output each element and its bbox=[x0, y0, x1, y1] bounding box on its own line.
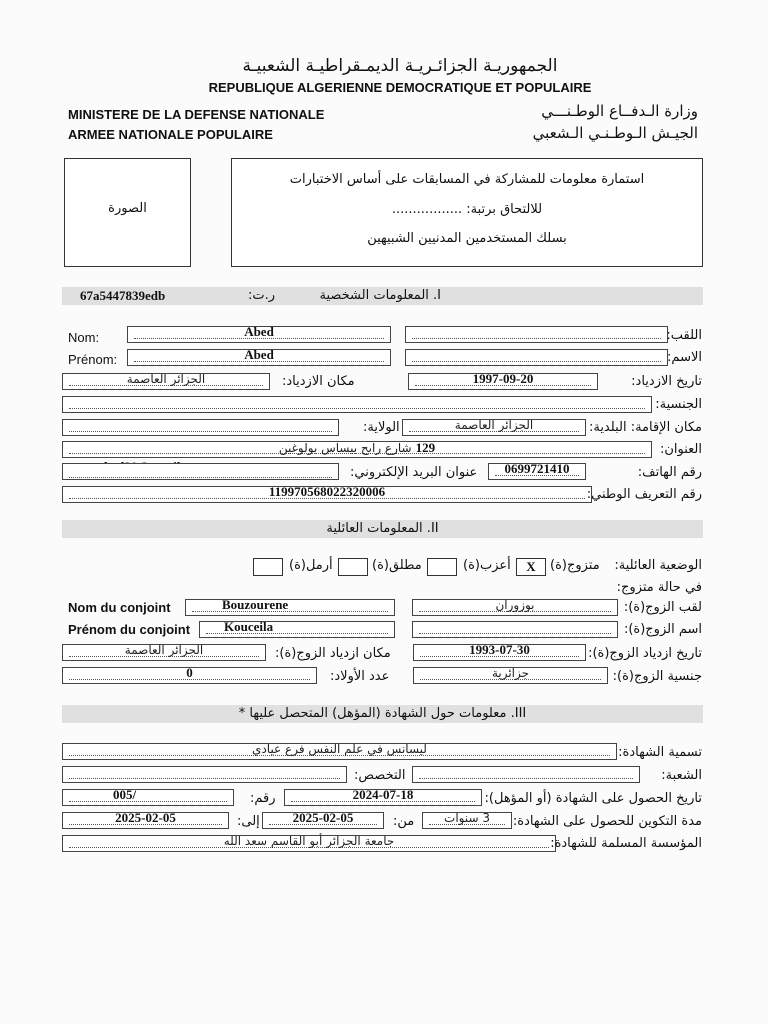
wilaya-value: الجزائر العاصمة bbox=[454, 418, 534, 432]
ministry-fr: MINISTERE DE LA DEFENSE NATIONALE bbox=[68, 107, 325, 122]
children-field[interactable] bbox=[62, 667, 317, 684]
training-to-label: إلى: bbox=[237, 814, 260, 829]
spouse-prenom-label-fr: Prénom du conjoint bbox=[68, 622, 191, 637]
nom-label-ar: اللقب: bbox=[666, 328, 702, 343]
spouse-prenom-field-ar[interactable] bbox=[412, 621, 618, 638]
spouse-nationality-value: جزائرية bbox=[491, 666, 530, 680]
photo-label: الصورة bbox=[108, 201, 147, 216]
diploma-date-value: 2024-07-18 bbox=[352, 787, 414, 802]
single-label: أعزب(ة) bbox=[463, 558, 511, 573]
form-title-line1: استمارة معلومات للمشاركة في المسابقات على أساس الاختبارات bbox=[289, 172, 645, 187]
nom-field-ar[interactable] bbox=[405, 326, 668, 343]
divorced-label: مطلق(ة) bbox=[372, 558, 422, 573]
nationality-field[interactable] bbox=[62, 396, 652, 413]
nom-label-fr: Nom: bbox=[68, 330, 100, 345]
republic-title-ar: الجمهوريـة الجزائـريـة الديمـقراطيـة الشعبيـة bbox=[242, 56, 558, 76]
section-diploma-title: III. معلومات حول الشهادة (المؤهل) المتحصل عليها * bbox=[238, 706, 527, 721]
prenom-field-fr[interactable] bbox=[127, 349, 391, 366]
commune-field[interactable] bbox=[62, 419, 339, 436]
form-title-box bbox=[231, 158, 703, 267]
address-street: شارع رابح بيساس بولوغين bbox=[278, 441, 412, 455]
address-label: العنوان: bbox=[659, 442, 702, 457]
spouse-birth-date-label: تاريخ ازدياد الزوج(ة): bbox=[588, 646, 702, 661]
spouse-nom-label-fr: Nom du conjoint bbox=[68, 600, 171, 615]
children-label: عدد الأولاد: bbox=[330, 669, 390, 684]
diploma-number-field[interactable] bbox=[62, 789, 234, 806]
diploma-number-label: رقم: bbox=[250, 791, 276, 806]
photo-box bbox=[64, 158, 191, 267]
army-ar: الجيـش الـوطـنـي الـشعبي bbox=[532, 124, 698, 142]
phone-label: رقم الهاتف: bbox=[637, 465, 702, 480]
prenom-label-ar: الاسم: bbox=[667, 350, 702, 365]
birth-place-label: مكان الازدياد: bbox=[282, 374, 355, 389]
republic-title-fr: REPUBLIQUE ALGERIENNE DEMOCRATIQUE ET POPULAIRE bbox=[208, 80, 592, 95]
institution-value: جامعة الجزائر أبو القاسم سعد الله bbox=[223, 834, 395, 848]
birth-date-field[interactable] bbox=[408, 373, 598, 390]
email-field[interactable] bbox=[62, 463, 339, 480]
spouse-birth-date-value: 1993-07-30 bbox=[469, 642, 530, 657]
training-from-field[interactable] bbox=[262, 812, 384, 829]
spouse-birth-place-value: الجزائر العاصمة bbox=[124, 643, 204, 657]
birth-place-field[interactable] bbox=[62, 373, 270, 390]
training-to-value: 2025-02-05 bbox=[115, 810, 176, 825]
email-label: عنوان البريد الإلكتروني: bbox=[350, 465, 478, 480]
spouse-nationality-label: جنسية الزوج(ة): bbox=[612, 669, 702, 684]
training-duration-label: مدة التكوين للحصول على الشهادة: bbox=[512, 814, 702, 829]
nationality-label: الجنسية: bbox=[655, 397, 702, 412]
army-fr: ARMEE NATIONALE POPULAIRE bbox=[68, 127, 273, 142]
specialty-label: التخصص: bbox=[354, 768, 406, 783]
reference-number: 67a5447839edb bbox=[80, 288, 166, 303]
widowed-checkbox[interactable] bbox=[253, 558, 283, 576]
nin-label: رقم التعريف الوطني: bbox=[586, 487, 702, 502]
married-checkbox[interactable]: X bbox=[516, 558, 546, 576]
birth-date-value: 1997-09-20 bbox=[472, 371, 534, 386]
diploma-name-field[interactable] bbox=[62, 743, 617, 760]
institution-label: المؤسسة المسلمة للشهادة: bbox=[550, 836, 702, 851]
address-field[interactable] bbox=[62, 441, 652, 458]
section-family-header bbox=[62, 520, 703, 538]
birth-place-value: الجزائر العاصمة bbox=[126, 372, 206, 386]
single-checkbox[interactable] bbox=[427, 558, 457, 576]
training-duration-value: 3 سنوات bbox=[444, 811, 490, 825]
residence-label: مكان الإقامة: البلدية: bbox=[588, 420, 702, 435]
ministry-ar: وزارة الـدفــاع الوطـنـــي bbox=[541, 102, 698, 120]
form-title-line2: للالتحاق برتبة: ................. bbox=[391, 202, 543, 217]
section-personal-header bbox=[62, 287, 703, 305]
phone-value: 0699721410 bbox=[504, 461, 570, 476]
nin-value: 119970568022320006 bbox=[268, 484, 386, 499]
marital-status-label: الوضعية العائلية: bbox=[614, 558, 702, 573]
branch-field[interactable] bbox=[412, 766, 640, 783]
training-from-label: من: bbox=[393, 814, 415, 829]
specialty-field[interactable] bbox=[62, 766, 347, 783]
divorced-checkbox[interactable] bbox=[338, 558, 368, 576]
training-duration-field[interactable] bbox=[422, 812, 512, 829]
prenom-field-ar[interactable] bbox=[405, 349, 668, 366]
spouse-nom-ar-value: بوزوران bbox=[495, 598, 535, 612]
spouse-prenom-field-fr[interactable] bbox=[199, 621, 395, 638]
spouse-nom-value: Bouzourene bbox=[222, 597, 289, 612]
wilaya-label: الولاية: bbox=[363, 420, 400, 435]
branch-label: الشعبة: bbox=[661, 768, 702, 783]
training-to-field[interactable] bbox=[62, 812, 229, 829]
form-title-line3: بسلك المستخدمين المدنيين الشبيهين bbox=[367, 231, 567, 246]
institution-field[interactable] bbox=[62, 835, 556, 852]
phone-field[interactable] bbox=[488, 463, 586, 480]
spouse-nationality-field[interactable] bbox=[413, 667, 608, 684]
diploma-name-label: تسمية الشهادة: bbox=[618, 745, 702, 760]
address-value-wrap bbox=[63, 439, 651, 457]
diploma-name-value: ليسانس في علم النفس فرع عيادي bbox=[252, 742, 427, 756]
spouse-nom-label-ar: لقب الزوج(ة): bbox=[623, 600, 702, 615]
prenom-value: Abed bbox=[244, 347, 274, 362]
nom-field-fr[interactable] bbox=[127, 326, 391, 343]
if-married-label: في حالة متزوج: bbox=[616, 580, 702, 595]
widowed-label: أرمل(ة) bbox=[289, 558, 333, 573]
spouse-birth-place-label: مكان ازدياد الزوج(ة): bbox=[275, 646, 391, 661]
section-family-title: II. المعلومات العائلية bbox=[326, 521, 439, 536]
section-diploma-header bbox=[62, 705, 703, 723]
married-label: متزوج(ة) bbox=[550, 558, 600, 573]
wilaya-field[interactable] bbox=[402, 419, 586, 436]
spouse-prenom-label-ar: اسم الزوج(ة): bbox=[623, 622, 702, 637]
birth-date-label: تاريخ الازدياد: bbox=[631, 374, 702, 389]
spouse-nom-field-fr[interactable] bbox=[185, 599, 395, 616]
section-personal-title: I. المعلومات الشخصية bbox=[319, 288, 441, 303]
address-number: 129 bbox=[415, 440, 436, 455]
nin-field[interactable] bbox=[62, 486, 592, 503]
training-from-value: 2025-02-05 bbox=[292, 810, 354, 825]
children-value: 0 bbox=[186, 665, 193, 680]
diploma-number-value: 005/ bbox=[113, 787, 137, 802]
diploma-date-field[interactable] bbox=[284, 789, 482, 806]
reference-label: ر.ت: bbox=[248, 288, 276, 303]
nom-value: Abed bbox=[244, 324, 274, 339]
spouse-prenom-value: Kouceila bbox=[224, 619, 274, 634]
prenom-label-fr: Prénom: bbox=[68, 352, 118, 367]
diploma-date-label: تاريخ الحصول على الشهادة (أو المؤهل): bbox=[484, 791, 702, 806]
spouse-birth-date-field[interactable] bbox=[413, 644, 586, 661]
spouse-birth-place-field[interactable] bbox=[62, 644, 266, 661]
spouse-nom-field-ar[interactable] bbox=[412, 599, 618, 616]
